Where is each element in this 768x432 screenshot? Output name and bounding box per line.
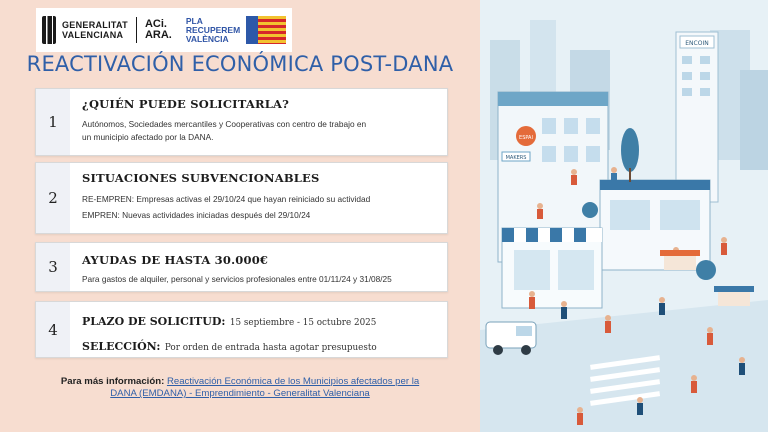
more-info <box>0 376 480 400</box>
generalitat-logo-text <box>62 20 128 40</box>
pla-line1: PLA <box>185 15 203 26</box>
sign-round: ESPAI <box>519 135 533 141</box>
info-card-4 <box>35 301 448 358</box>
logo-divider <box>136 17 137 43</box>
deadline-label: PLAZO DE SOLICITUD: <box>82 315 226 328</box>
page-title: REACTIVACIÓN ECONÓMICA POST-DANA <box>26 52 454 76</box>
info-card-2 <box>35 162 448 234</box>
info-card-3 <box>35 242 448 292</box>
pla-line2: RECUPEREM <box>185 24 241 35</box>
card-content <box>82 302 439 355</box>
card-title: ¿QUIÉN PUEDE SOLICITARLA? <box>82 97 290 111</box>
card-number: 2 <box>36 163 70 233</box>
selection-label: SELECCIÓN: <box>82 340 161 353</box>
info-card-1 <box>35 88 448 156</box>
more-info-link-line2[interactable]: DANA (EMDANA) - Emprendimiento - Generalitat Valenciana <box>110 388 370 399</box>
card-content <box>82 89 439 144</box>
city-scene-svg <box>480 0 768 432</box>
card-title: AYUDAS DE HASTA 30.000€ <box>82 253 269 267</box>
sign-top: ENCOIN <box>685 40 709 47</box>
card-body-line: EMPREN: Nuevas actividades iniciadas después del 29/10/24 <box>82 210 311 220</box>
aci-line1: ACi. <box>144 18 167 30</box>
card-content <box>82 243 439 286</box>
selection-value: Por orden de entrada hasta agotar presupuesto <box>164 343 377 353</box>
generalitat-shield-icon <box>42 16 56 44</box>
card-number: 3 <box>36 243 70 291</box>
card-body-line: Para gastos de alquiler, personal y servicios profesionales entre 01/11/24 y 31/08/25 <box>82 274 392 284</box>
card-title: SITUACIONES SUBVENCIONABLES <box>82 171 320 185</box>
card-body-line: RE-EMPREN: Empresas activas el 29/10/24 que hayan reiniciado su actividad <box>82 194 371 204</box>
card-body-line: un municipio afectado por la DANA. <box>82 132 214 142</box>
aci-ara-logo <box>145 19 172 41</box>
more-info-prefix: Para más información: <box>60 376 165 387</box>
pla-recuperem-logo <box>186 17 240 44</box>
card-number: 1 <box>36 89 70 155</box>
aci-line2: ARA. <box>144 29 172 41</box>
senyera-flag-icon <box>246 16 286 44</box>
gv-line2: VALENCIANA <box>62 30 124 40</box>
deadline-value: 15 septiembre - 15 octubre 2025 <box>229 318 377 328</box>
selection-row <box>82 337 439 355</box>
city-illustration <box>480 0 768 432</box>
deadline-row <box>82 312 439 330</box>
more-info-link-line1[interactable]: Reactivación Económica de los Municipios afectados per la <box>166 376 420 387</box>
sign-left: MAKERS <box>505 155 527 161</box>
card-body-line: Autónomos, Sociedades mercantiles y Cooperativas con centro de trabajo en <box>82 119 367 129</box>
pla-line3: VALÈNCIA <box>185 33 229 44</box>
card-content <box>82 163 439 223</box>
card-number: 4 <box>36 302 70 357</box>
gv-line1: GENERALITAT <box>62 20 128 30</box>
logo-bar <box>36 8 292 52</box>
